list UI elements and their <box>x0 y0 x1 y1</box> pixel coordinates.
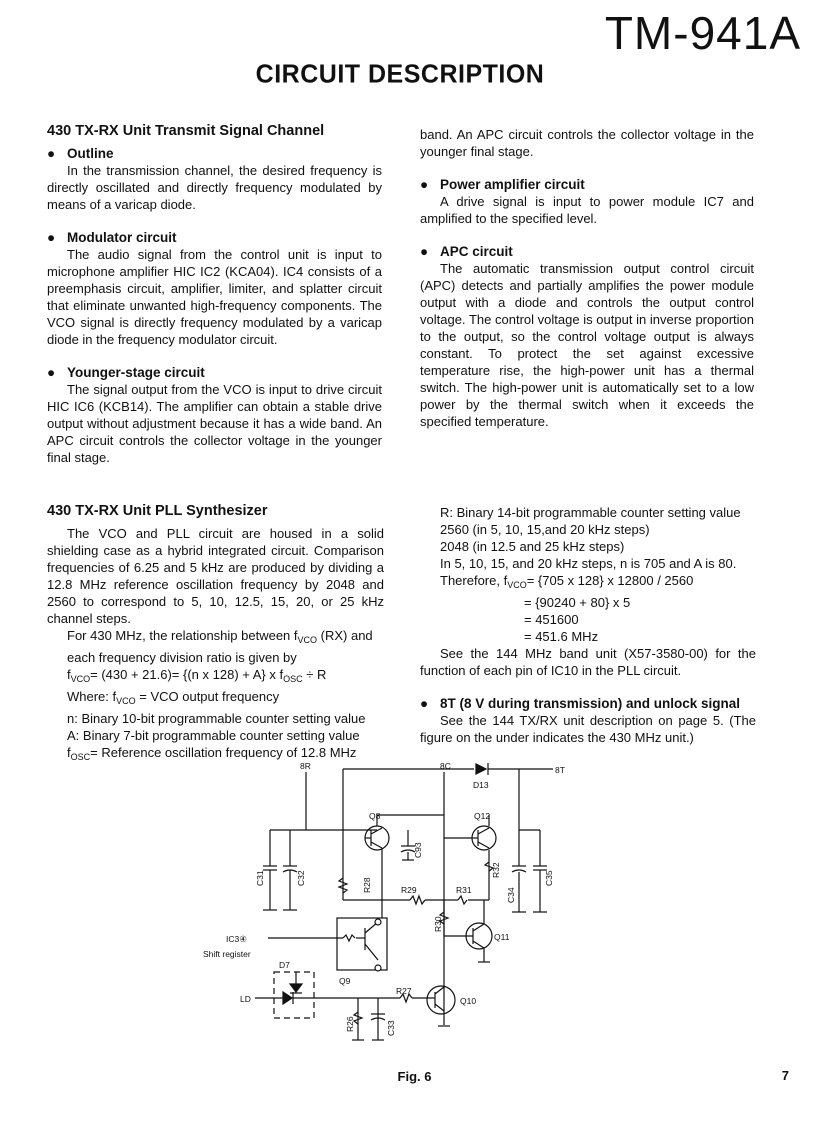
younger-text-continued: band. An APC circuit controls the collector voltage in the younger final stage. <box>420 127 754 159</box>
power-amp-heading: ● Power amplifier circuit <box>420 177 585 192</box>
relation-line: For 430 MHz, the relationship between $f_{VCO}$ (RX) and <box>67 628 373 645</box>
label-ld: LD <box>240 994 251 1004</box>
label-r32: R32 <box>491 862 501 878</box>
label-d7: D7 <box>279 960 290 970</box>
model-number: TM-941A <box>604 7 801 59</box>
label-r27: R27 <box>396 986 412 996</box>
calc-line-2: = 451600 <box>524 612 579 627</box>
n-definition: n: Binary 10-bit programmable counter setting value <box>67 711 366 726</box>
section2-left <box>47 503 384 766</box>
label-c93: C93 <box>413 842 423 858</box>
formula-block <box>47 627 384 766</box>
calc-line-3: = 451.6 MHz <box>524 629 599 644</box>
label-c33: C33 <box>386 1020 396 1036</box>
power-amp-text: A drive signal is input to power module IC7 and amplified to the specified level. <box>420 194 754 226</box>
modulator-heading: ● Modulator circuit <box>47 230 177 245</box>
outline-heading: ● Outline <box>47 146 114 161</box>
fosc-definition: $f_{OSC}=$ Reference oscillation frequency of 12.8 MHz <box>67 745 357 762</box>
section1-heading: 430 TX-RX Unit Transmit Signal Channel <box>47 123 325 139</box>
r-definition: R: Binary 14-bit programmable counter setting value <box>440 505 741 520</box>
label-r30: R30 <box>433 916 443 932</box>
label-r29: R29 <box>401 885 417 895</box>
label-q12: Q12 <box>474 811 491 821</box>
label-q8: Q8 <box>369 811 381 821</box>
pll-intro: The VCO and PLL circuit are housed in a solid shielding case as a hybrid integrated circuit. Comparison frequencies of 6.25 and 5 kHz are produced by dividing a 12.8 MHz reference oscillation frequency by 2048 and 2560 to correspond to 5, 10, 12.5, 15, 20, or 25 kHz channel steps. <box>47 526 384 626</box>
younger-text: The signal output from the VCO is input to drive circuit HIC IC6 (KCB14). The amplifier can obtain a stable drive output without adjustment because it has a wide band. An APC circuit controls the collector voltage in the younger final stage. <box>47 382 382 465</box>
therefore-line: Therefore, $f_{VCO}= \{705$ x 128} x 12800 / 2560 <box>440 573 694 590</box>
outline-text: In the transmission channel, the desired frequency is directly oscillated and directly frequency modulated by means of a varicap diode. <box>47 163 382 212</box>
see-144-text: See the 144 MHz band unit (X57-3580-00) for the function of each pin of IC10 in the PLL circuit. <box>420 646 756 678</box>
label-8c: 8C <box>440 761 451 771</box>
label-d13: D13 <box>473 780 489 790</box>
section2-heading: 430 TX-RX Unit PLL Synthesizer <box>47 503 268 519</box>
page-title: CIRCUIT DESCRIPTION <box>255 59 545 89</box>
a-definition: A: Binary 7-bit programmable counter setting value <box>67 728 360 743</box>
unlock-text: See the 144 TX/RX unit description on page 5. (The figure on the under indicates the 430 MHz unit.) <box>420 713 756 745</box>
formula-line: $f_{VCO}= (430 + 21.6)= \{(n$ x 128) + A} x $f_{OSC} \div R$ <box>67 667 327 684</box>
apc-heading: ● APC circuit <box>420 244 513 259</box>
label-c35: C35 <box>544 870 554 886</box>
label-r26: R26 <box>345 1016 355 1032</box>
section1-right <box>420 126 754 430</box>
calc-line-1: = {90240 + 80} x 5 <box>524 595 631 610</box>
younger-heading: ● Younger-stage circuit <box>47 365 205 380</box>
apc-text: The automatic transmission output control circuit (APC) detects and partially amplifies the power module output with a diode and controls the output control voltage. The control voltage is output in inverse proportion to the output, so the control voltage output is always constant. To protect the set against excessive temperature rise, the high-power unit has a thermal switch. The high-power unit is automatically set to a low power by the thermal switch when it exceeds the specified temperature. <box>420 261 754 429</box>
label-8t: 8T <box>555 765 565 775</box>
label-q11: Q11 <box>494 932 510 942</box>
figure-caption: Fig. 6 <box>397 1069 432 1084</box>
label-q10: Q10 <box>460 996 477 1006</box>
section1-left <box>47 123 382 465</box>
unlock-heading: ● 8T (8 V during transmission) and unlock signal <box>420 696 741 711</box>
example-line: In 5, 10, 15, and 20 kHz steps, n is 705 and A is 80. <box>440 556 737 571</box>
label-ic34: IC3④ <box>226 934 247 944</box>
page-number: 7 <box>781 1068 789 1083</box>
label-r28: R28 <box>362 877 372 893</box>
r-value-1: 2560 (in 5, 10, 15,and 20 kHz steps) <box>440 522 650 537</box>
label-shift-register: Shift register <box>203 949 251 959</box>
label-r31: R31 <box>456 885 472 895</box>
r-value-2: 2048 (in 12.5 and 25 kHz steps) <box>440 539 625 554</box>
relation-line-2: each frequency division ratio is given by <box>67 650 297 665</box>
label-8r: 8R <box>300 761 311 771</box>
where-line: Where: $f_{VCO}$ = VCO output frequency <box>67 689 280 706</box>
schematic-fig6 <box>0 750 829 1060</box>
label-c31: C31 <box>255 870 265 886</box>
label-c34: C34 <box>506 887 516 903</box>
label-q9: Q9 <box>339 976 351 986</box>
section2-right <box>420 504 756 746</box>
modulator-text: The audio signal from the control unit is input to microphone amplifier HIC IC2 (KCA04). IC4 consists of a preemphasis circuit, amplifier, limiter, and splatter circuit that eliminate unwanted high-frequency components. The VCO signal is directly frequency modulated by a varicap diode in the frequency modulator circuit. <box>47 247 382 347</box>
label-c32: C32 <box>296 870 306 886</box>
